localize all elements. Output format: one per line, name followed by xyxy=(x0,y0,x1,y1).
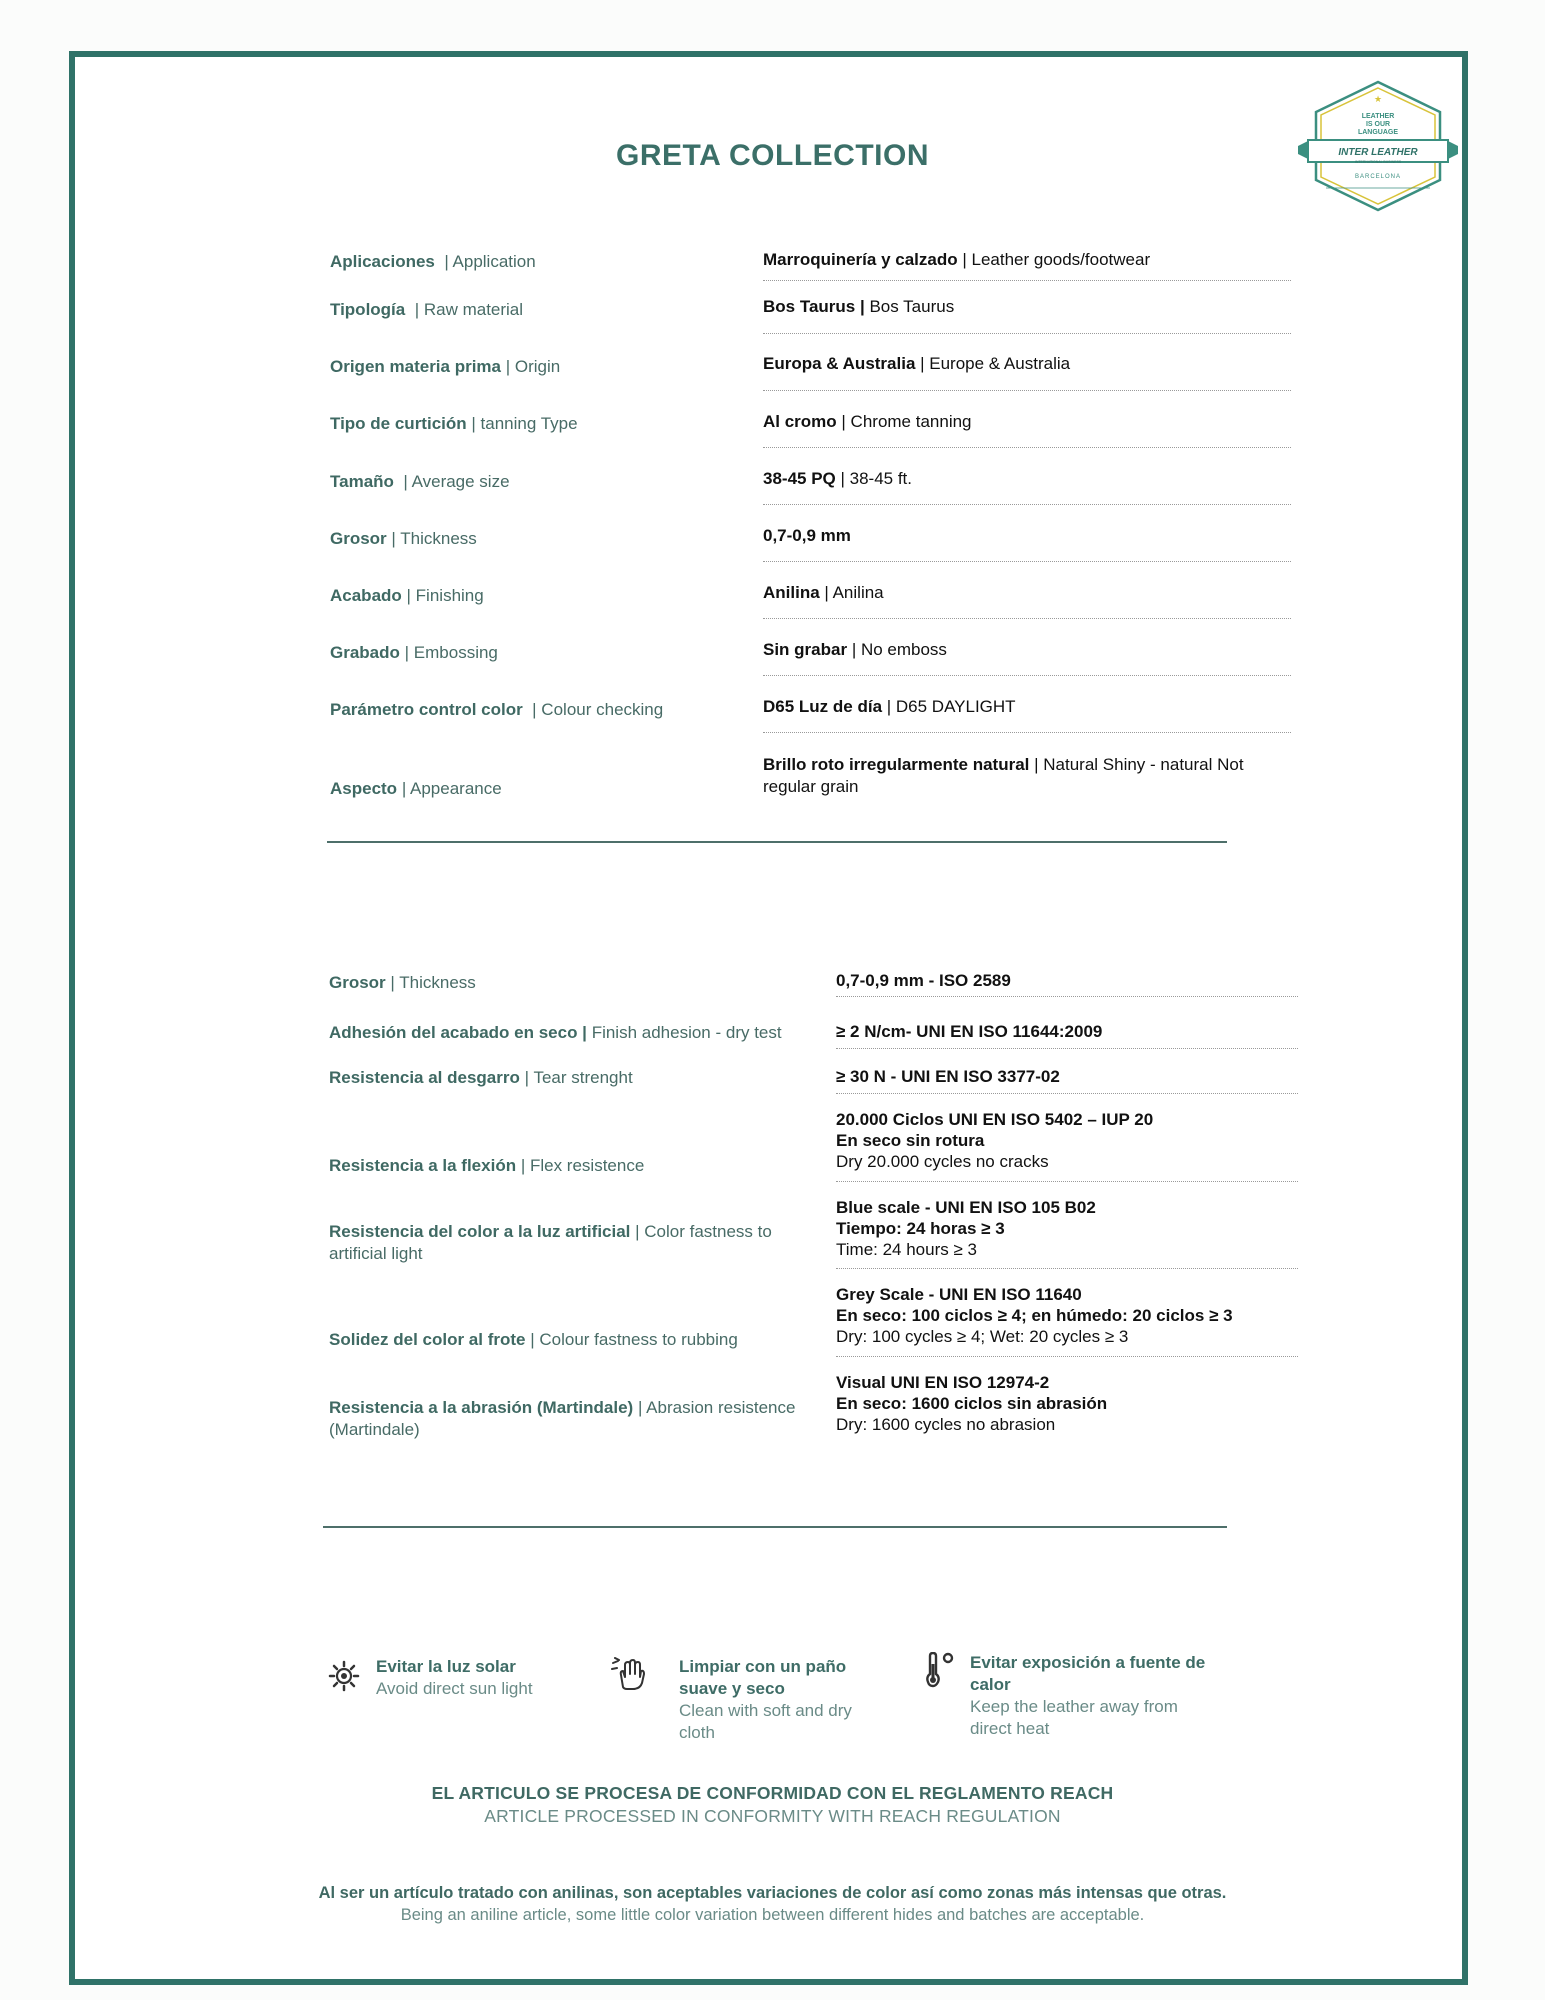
test-label: Adhesión del acabado en seco | Finish adhesion - dry test xyxy=(329,1023,782,1042)
badge-tagline: INTERNATIONAL BUSINESS xyxy=(1354,160,1402,164)
test-value: Blue scale - UNI EN ISO 105 B02 Tiempo: 24 horas ≥ 3 Time: 24 hours ≥ 3 xyxy=(836,1198,1096,1259)
spec-label: Tipología | Raw material xyxy=(330,300,524,319)
reach-statement: EL ARTICULO SE PROCESA DE CONFORMIDAD CON EL REGLAMENTO REACH xyxy=(431,1783,1114,1803)
spec-value: Al cromo | Chrome tanning xyxy=(763,412,972,431)
badge-brand: INTER LEATHER xyxy=(1338,147,1418,158)
test-label: Grosor | Thickness xyxy=(329,973,476,992)
spec-label: Tipo de curtición | tanning Type xyxy=(330,414,578,433)
spec-value: Brillo roto irregularmente natural | Natural Shiny - natural Not regular grain xyxy=(763,755,1244,796)
spec-value: Bos Taurus | Bos Taurus xyxy=(763,297,955,316)
spec-label: Origen materia prima | Origin xyxy=(330,357,561,376)
spec-value: Europa & Australia | Europe & Australia xyxy=(763,354,1071,373)
spec-label: Aspecto | Appearance xyxy=(330,779,502,798)
test-label: Resistencia al desgarro | Tear strenght xyxy=(329,1068,633,1087)
aniline-note-english: Being an aniline article, some little color variation between different hides and batches are acceptable. xyxy=(400,1906,1145,1924)
section-divider xyxy=(327,841,1227,843)
spec-value: Sin grabar | No emboss xyxy=(763,640,947,659)
spec-value: Anilina | Anilina xyxy=(763,583,884,602)
test-value: 20.000 Ciclos UNI EN ISO 5402 – IUP 20 En seco sin rotura Dry 20.000 cycles no cracks xyxy=(836,1110,1154,1171)
reach-statement-english: ARTICLE PROCESSED IN CONFORMITY WITH REACH REGULATION xyxy=(484,1806,1061,1826)
test-value: ≥ 2 N/cm- UNI EN ISO 11644:2009 xyxy=(836,1022,1103,1041)
test-value: Grey Scale - UNI EN ISO 11640 En seco: 100 ciclos ≥ 4; en húmedo: 20 ciclos ≥ 3 Dry: 100 cycles ≥ 4; Wet: 20 cycles ≥ 3 xyxy=(836,1285,1233,1346)
test-label: Resistencia del color a la luz artificial | Color fastness to artificial light xyxy=(329,1222,772,1263)
svg-text:★: ★ xyxy=(1373,94,1383,104)
spec-value: Marroquinería y calzado | Leather goods/footwear xyxy=(763,250,1151,269)
spec-label: Aplicaciones | Application xyxy=(330,252,536,271)
spec-label: Parámetro control color | Colour checking xyxy=(330,700,664,719)
care-item-heat: Evitar exposición a fuente de calor Keep the leather away from direct heat xyxy=(970,1653,1206,1738)
test-value: 0,7-0,9 mm - ISO 2589 xyxy=(836,971,1011,990)
spec-label: Tamaño | Average size xyxy=(330,472,510,491)
spec-value: D65 Luz de día | D65 DAYLIGHT xyxy=(763,697,1016,716)
thermometer-icon xyxy=(922,1652,956,1693)
spec-label: Grabado | Embossing xyxy=(330,643,498,662)
page-title: GRETA COLLECTION xyxy=(616,139,929,172)
sun-icon xyxy=(328,1660,360,1697)
spec-label: Acabado | Finishing xyxy=(330,586,484,605)
badge-slogan: LEATHER IS OUR LANGUAGE xyxy=(1357,113,1399,136)
care-item-sun: Evitar la luz solar Avoid direct sun light xyxy=(376,1657,533,1698)
spec-value: 38-45 PQ | 38-45 ft. xyxy=(763,469,912,488)
aniline-note: Al ser un artículo tratado con anilinas, son aceptables variaciones de color así como zonas más intensas que otras. xyxy=(318,1884,1227,1902)
test-value: ≥ 30 N - UNI EN ISO 3377-02 xyxy=(836,1067,1060,1086)
spec-value: 0,7-0,9 mm xyxy=(763,526,851,545)
hand-wipe-icon xyxy=(611,1657,651,1698)
spec-label: Grosor | Thickness xyxy=(330,529,477,548)
test-label: Solidez del color al frote | Colour fastness to rubbing xyxy=(329,1330,738,1349)
test-label: Resistencia a la flexión | Flex resistence xyxy=(329,1156,645,1175)
test-value: Visual UNI EN ISO 12974-2 En seco: 1600 ciclos sin abrasión Dry: 1600 cycles no abrasion xyxy=(836,1373,1108,1434)
test-label: Resistencia a la abrasión (Martindale) | Abrasion resistence (Martindale) xyxy=(329,1398,796,1439)
care-item-clean: Limpiar con un paño suave y seco Clean with soft and dry cloth xyxy=(679,1657,852,1742)
badge-city: BARCELONA xyxy=(1354,174,1401,180)
section-divider xyxy=(323,1526,1227,1528)
